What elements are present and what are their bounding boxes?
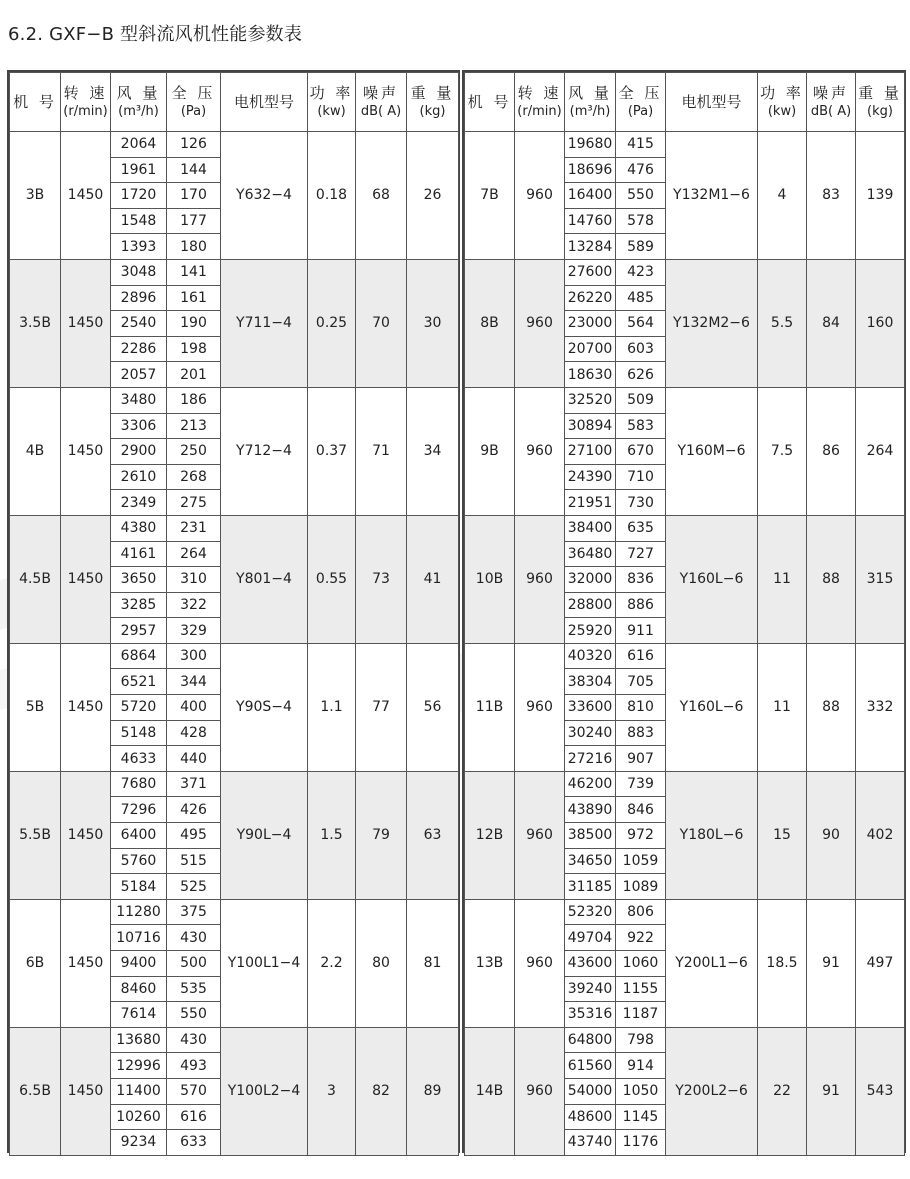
airflow-cell: 4161 bbox=[111, 541, 167, 567]
airflow-cell: 38500 bbox=[565, 823, 616, 849]
header-motor: 电机型号 bbox=[666, 73, 758, 132]
pressure-cell: 525 bbox=[167, 874, 221, 900]
airflow-cell: 38400 bbox=[565, 515, 616, 541]
pressure-cell: 535 bbox=[167, 976, 221, 1002]
pressure-cell: 972 bbox=[616, 823, 666, 849]
motor-cell: Y632−4 bbox=[221, 132, 308, 260]
airflow-cell: 5760 bbox=[111, 848, 167, 874]
power-cell: 1.5 bbox=[308, 771, 356, 899]
noise-cell: 86 bbox=[807, 387, 856, 515]
pressure-cell: 231 bbox=[167, 515, 221, 541]
power-cell: 0.25 bbox=[308, 259, 356, 387]
table-row bbox=[10, 515, 459, 541]
weight-cell: 402 bbox=[856, 771, 905, 899]
pressure-cell: 190 bbox=[167, 311, 221, 337]
airflow-cell: 27216 bbox=[565, 746, 616, 772]
header-model: 机 号 bbox=[10, 73, 61, 132]
pressure-cell: 886 bbox=[616, 592, 666, 618]
speed-cell: 960 bbox=[515, 643, 565, 771]
airflow-cell: 2540 bbox=[111, 311, 167, 337]
pressure-cell: 186 bbox=[167, 387, 221, 413]
airflow-cell: 2057 bbox=[111, 362, 167, 388]
power-cell: 5.5 bbox=[758, 259, 807, 387]
airflow-cell: 64800 bbox=[565, 1027, 616, 1053]
airflow-cell: 3480 bbox=[111, 387, 167, 413]
airflow-cell: 1548 bbox=[111, 208, 167, 234]
pressure-cell: 198 bbox=[167, 336, 221, 362]
header-noise: 噪声 dB( A) bbox=[356, 73, 407, 132]
airflow-cell: 12996 bbox=[111, 1053, 167, 1079]
power-cell: 7.5 bbox=[758, 387, 807, 515]
speed-cell: 1450 bbox=[61, 515, 111, 643]
weight-cell: 56 bbox=[407, 643, 459, 771]
pressure-cell: 810 bbox=[616, 695, 666, 721]
pressure-cell: 264 bbox=[167, 541, 221, 567]
pressure-cell: 426 bbox=[167, 797, 221, 823]
table-row bbox=[10, 1027, 459, 1053]
noise-cell: 68 bbox=[356, 132, 407, 260]
airflow-cell: 27600 bbox=[565, 259, 616, 285]
pressure-cell: 564 bbox=[616, 311, 666, 337]
airflow-cell: 5148 bbox=[111, 720, 167, 746]
noise-cell: 79 bbox=[356, 771, 407, 899]
speed-cell: 960 bbox=[515, 515, 565, 643]
table-row bbox=[465, 1027, 905, 1053]
table-row bbox=[10, 259, 459, 285]
pressure-cell: 730 bbox=[616, 490, 666, 516]
airflow-cell: 36480 bbox=[565, 541, 616, 567]
power-cell: 0.18 bbox=[308, 132, 356, 260]
power-cell: 4 bbox=[758, 132, 807, 260]
table-row bbox=[465, 132, 905, 158]
speed-cell: 1450 bbox=[61, 259, 111, 387]
pressure-cell: 806 bbox=[616, 899, 666, 925]
airflow-cell: 40320 bbox=[565, 643, 616, 669]
pressure-cell: 500 bbox=[167, 951, 221, 977]
pressure-cell: 250 bbox=[167, 439, 221, 465]
pressure-cell: 583 bbox=[616, 413, 666, 439]
model-cell: 13B bbox=[465, 899, 515, 1027]
weight-cell: 264 bbox=[856, 387, 905, 515]
weight-cell: 34 bbox=[407, 387, 459, 515]
pressure-cell: 300 bbox=[167, 643, 221, 669]
weight-cell: 81 bbox=[407, 899, 459, 1027]
motor-cell: Y90L−4 bbox=[221, 771, 308, 899]
pressure-cell: 329 bbox=[167, 618, 221, 644]
pressure-cell: 430 bbox=[167, 925, 221, 951]
airflow-cell: 11400 bbox=[111, 1078, 167, 1104]
airflow-cell: 3048 bbox=[111, 259, 167, 285]
speed-cell: 960 bbox=[515, 387, 565, 515]
speed-cell: 960 bbox=[515, 899, 565, 1027]
airflow-cell: 35316 bbox=[565, 1002, 616, 1028]
airflow-cell: 18696 bbox=[565, 157, 616, 183]
airflow-cell: 10260 bbox=[111, 1104, 167, 1130]
pressure-cell: 550 bbox=[616, 183, 666, 209]
motor-cell: Y160L−6 bbox=[666, 515, 758, 643]
pressure-cell: 322 bbox=[167, 592, 221, 618]
table-row bbox=[10, 132, 459, 158]
airflow-cell: 20700 bbox=[565, 336, 616, 362]
motor-cell: Y712−4 bbox=[221, 387, 308, 515]
motor-cell: Y160L−6 bbox=[666, 643, 758, 771]
pressure-cell: 1176 bbox=[616, 1130, 666, 1156]
airflow-cell: 3650 bbox=[111, 567, 167, 593]
header-row bbox=[10, 73, 459, 132]
noise-cell: 90 bbox=[807, 771, 856, 899]
airflow-cell: 3306 bbox=[111, 413, 167, 439]
motor-cell: Y711−4 bbox=[221, 259, 308, 387]
pressure-cell: 1050 bbox=[616, 1078, 666, 1104]
noise-cell: 82 bbox=[356, 1027, 407, 1155]
airflow-cell: 9400 bbox=[111, 951, 167, 977]
pressure-cell: 1060 bbox=[616, 951, 666, 977]
weight-cell: 543 bbox=[856, 1027, 905, 1155]
airflow-cell: 33600 bbox=[565, 695, 616, 721]
pressure-cell: 141 bbox=[167, 259, 221, 285]
power-cell: 0.37 bbox=[308, 387, 356, 515]
model-cell: 3.5B bbox=[10, 259, 61, 387]
pressure-cell: 883 bbox=[616, 720, 666, 746]
power-cell: 11 bbox=[758, 515, 807, 643]
airflow-cell: 9234 bbox=[111, 1130, 167, 1156]
speed-cell: 960 bbox=[515, 259, 565, 387]
airflow-cell: 13284 bbox=[565, 234, 616, 260]
airflow-cell: 16400 bbox=[565, 183, 616, 209]
power-cell: 15 bbox=[758, 771, 807, 899]
table-row bbox=[465, 387, 905, 413]
motor-cell: Y801−4 bbox=[221, 515, 308, 643]
airflow-cell: 32520 bbox=[565, 387, 616, 413]
airflow-cell: 30894 bbox=[565, 413, 616, 439]
airflow-cell: 25920 bbox=[565, 618, 616, 644]
airflow-cell: 43890 bbox=[565, 797, 616, 823]
model-cell: 14B bbox=[465, 1027, 515, 1155]
pressure-cell: 344 bbox=[167, 669, 221, 695]
noise-cell: 91 bbox=[807, 1027, 856, 1155]
pressure-cell: 515 bbox=[167, 848, 221, 874]
airflow-cell: 5720 bbox=[111, 695, 167, 721]
noise-cell: 91 bbox=[807, 899, 856, 1027]
left-table-panel bbox=[7, 70, 460, 1153]
table-row bbox=[10, 771, 459, 797]
weight-cell: 139 bbox=[856, 132, 905, 260]
pressure-cell: 907 bbox=[616, 746, 666, 772]
pressure-cell: 1187 bbox=[616, 1002, 666, 1028]
pressure-cell: 428 bbox=[167, 720, 221, 746]
model-cell: 3B bbox=[10, 132, 61, 260]
airflow-cell: 6400 bbox=[111, 823, 167, 849]
pressure-cell: 570 bbox=[167, 1078, 221, 1104]
table-row bbox=[465, 899, 905, 925]
pressure-cell: 509 bbox=[616, 387, 666, 413]
airflow-cell: 21951 bbox=[565, 490, 616, 516]
airflow-cell: 24390 bbox=[565, 464, 616, 490]
pressure-cell: 914 bbox=[616, 1053, 666, 1079]
pressure-cell: 430 bbox=[167, 1027, 221, 1053]
airflow-cell: 13680 bbox=[111, 1027, 167, 1053]
right-table-panel bbox=[462, 70, 906, 1153]
airflow-cell: 30240 bbox=[565, 720, 616, 746]
noise-cell: 70 bbox=[356, 259, 407, 387]
model-cell: 4B bbox=[10, 387, 61, 515]
airflow-cell: 26220 bbox=[565, 285, 616, 311]
header-model: 机 号 bbox=[465, 73, 515, 132]
noise-cell: 77 bbox=[356, 643, 407, 771]
motor-cell: Y200L1−6 bbox=[666, 899, 758, 1027]
airflow-cell: 4380 bbox=[111, 515, 167, 541]
pressure-cell: 161 bbox=[167, 285, 221, 311]
header-row bbox=[465, 73, 905, 132]
motor-cell: Y160M−6 bbox=[666, 387, 758, 515]
header-speed: 转 速 (r/min) bbox=[61, 73, 111, 132]
airflow-cell: 6521 bbox=[111, 669, 167, 695]
airflow-cell: 10716 bbox=[111, 925, 167, 951]
airflow-cell: 7614 bbox=[111, 1002, 167, 1028]
noise-cell: 73 bbox=[356, 515, 407, 643]
speed-cell: 1450 bbox=[61, 387, 111, 515]
pressure-cell: 1145 bbox=[616, 1104, 666, 1130]
airflow-cell: 2896 bbox=[111, 285, 167, 311]
header-noise: 噪声 dB( A) bbox=[807, 73, 856, 132]
airflow-cell: 2064 bbox=[111, 132, 167, 158]
header-weight: 重 量 (kg) bbox=[407, 73, 459, 132]
speed-cell: 1450 bbox=[61, 132, 111, 260]
airflow-cell: 31185 bbox=[565, 874, 616, 900]
table-row bbox=[10, 643, 459, 669]
airflow-cell: 5184 bbox=[111, 874, 167, 900]
pressure-cell: 180 bbox=[167, 234, 221, 260]
table-row bbox=[10, 387, 459, 413]
weight-cell: 26 bbox=[407, 132, 459, 260]
airflow-cell: 7296 bbox=[111, 797, 167, 823]
pressure-cell: 846 bbox=[616, 797, 666, 823]
model-cell: 5.5B bbox=[10, 771, 61, 899]
pressure-cell: 670 bbox=[616, 439, 666, 465]
pressure-cell: 550 bbox=[167, 1002, 221, 1028]
weight-cell: 41 bbox=[407, 515, 459, 643]
pressure-cell: 371 bbox=[167, 771, 221, 797]
header-airflow: 风 量 (m³/h) bbox=[111, 73, 167, 132]
pressure-cell: 836 bbox=[616, 567, 666, 593]
model-cell: 10B bbox=[465, 515, 515, 643]
right-params-table bbox=[464, 72, 905, 1156]
airflow-cell: 38304 bbox=[565, 669, 616, 695]
pressure-cell: 415 bbox=[616, 132, 666, 158]
motor-cell: Y180L−6 bbox=[666, 771, 758, 899]
right-table-body bbox=[465, 132, 905, 1156]
weight-cell: 30 bbox=[407, 259, 459, 387]
weight-cell: 89 bbox=[407, 1027, 459, 1155]
motor-cell: Y200L2−6 bbox=[666, 1027, 758, 1155]
speed-cell: 960 bbox=[515, 771, 565, 899]
airflow-cell: 4633 bbox=[111, 746, 167, 772]
airflow-cell: 2900 bbox=[111, 439, 167, 465]
airflow-cell: 18630 bbox=[565, 362, 616, 388]
power-cell: 2.2 bbox=[308, 899, 356, 1027]
model-cell: 11B bbox=[465, 643, 515, 771]
model-cell: 12B bbox=[465, 771, 515, 899]
header-power: 功 率 (kw) bbox=[308, 73, 356, 132]
airflow-cell: 1393 bbox=[111, 234, 167, 260]
pressure-cell: 616 bbox=[167, 1104, 221, 1130]
pressure-cell: 589 bbox=[616, 234, 666, 260]
pressure-cell: 144 bbox=[167, 157, 221, 183]
speed-cell: 1450 bbox=[61, 899, 111, 1027]
noise-cell: 88 bbox=[807, 515, 856, 643]
pressure-cell: 126 bbox=[167, 132, 221, 158]
pressure-cell: 603 bbox=[616, 336, 666, 362]
weight-cell: 332 bbox=[856, 643, 905, 771]
table-row bbox=[465, 771, 905, 797]
pressure-cell: 633 bbox=[167, 1130, 221, 1156]
pressure-cell: 177 bbox=[167, 208, 221, 234]
airflow-cell: 2349 bbox=[111, 490, 167, 516]
airflow-cell: 49704 bbox=[565, 925, 616, 951]
airflow-cell: 2957 bbox=[111, 618, 167, 644]
pressure-cell: 911 bbox=[616, 618, 666, 644]
pressure-cell: 1059 bbox=[616, 848, 666, 874]
header-speed: 转 速 (r/min) bbox=[515, 73, 565, 132]
pressure-cell: 268 bbox=[167, 464, 221, 490]
pressure-cell: 626 bbox=[616, 362, 666, 388]
table-row bbox=[465, 643, 905, 669]
pressure-cell: 476 bbox=[616, 157, 666, 183]
motor-cell: Y132M1−6 bbox=[666, 132, 758, 260]
speed-cell: 1450 bbox=[61, 643, 111, 771]
model-cell: 7B bbox=[465, 132, 515, 260]
pressure-cell: 170 bbox=[167, 183, 221, 209]
pressure-cell: 423 bbox=[616, 259, 666, 285]
header-motor: 电机型号 bbox=[221, 73, 308, 132]
power-cell: 1.1 bbox=[308, 643, 356, 771]
airflow-cell: 34650 bbox=[565, 848, 616, 874]
model-cell: 5B bbox=[10, 643, 61, 771]
left-table-body bbox=[10, 132, 459, 1156]
airflow-cell: 61560 bbox=[565, 1053, 616, 1079]
airflow-cell: 39240 bbox=[565, 976, 616, 1002]
pressure-cell: 485 bbox=[616, 285, 666, 311]
noise-cell: 88 bbox=[807, 643, 856, 771]
airflow-cell: 8460 bbox=[111, 976, 167, 1002]
power-cell: 0.55 bbox=[308, 515, 356, 643]
airflow-cell: 23000 bbox=[565, 311, 616, 337]
pressure-cell: 710 bbox=[616, 464, 666, 490]
motor-cell: Y90S−4 bbox=[221, 643, 308, 771]
airflow-cell: 43600 bbox=[565, 951, 616, 977]
power-cell: 3 bbox=[308, 1027, 356, 1155]
airflow-cell: 3285 bbox=[111, 592, 167, 618]
airflow-cell: 1961 bbox=[111, 157, 167, 183]
pressure-cell: 440 bbox=[167, 746, 221, 772]
model-cell: 6B bbox=[10, 899, 61, 1027]
noise-cell: 83 bbox=[807, 132, 856, 260]
pressure-cell: 705 bbox=[616, 669, 666, 695]
pressure-cell: 578 bbox=[616, 208, 666, 234]
pressure-cell: 495 bbox=[167, 823, 221, 849]
airflow-cell: 52320 bbox=[565, 899, 616, 925]
speed-cell: 960 bbox=[515, 1027, 565, 1155]
model-cell: 9B bbox=[465, 387, 515, 515]
motor-cell: Y132M2−6 bbox=[666, 259, 758, 387]
pressure-cell: 400 bbox=[167, 695, 221, 721]
airflow-cell: 43740 bbox=[565, 1130, 616, 1156]
weight-cell: 315 bbox=[856, 515, 905, 643]
noise-cell: 84 bbox=[807, 259, 856, 387]
airflow-cell: 19680 bbox=[565, 132, 616, 158]
noise-cell: 80 bbox=[356, 899, 407, 1027]
speed-cell: 960 bbox=[515, 132, 565, 260]
weight-cell: 63 bbox=[407, 771, 459, 899]
table-row bbox=[465, 259, 905, 285]
airflow-cell: 46200 bbox=[565, 771, 616, 797]
pressure-cell: 275 bbox=[167, 490, 221, 516]
pressure-cell: 798 bbox=[616, 1027, 666, 1053]
power-cell: 18.5 bbox=[758, 899, 807, 1027]
pressure-cell: 310 bbox=[167, 567, 221, 593]
motor-cell: Y100L1−4 bbox=[221, 899, 308, 1027]
header-pressure: 全 压 (Pa) bbox=[167, 73, 221, 132]
pressure-cell: 739 bbox=[616, 771, 666, 797]
airflow-cell: 28800 bbox=[565, 592, 616, 618]
pressure-cell: 727 bbox=[616, 541, 666, 567]
noise-cell: 71 bbox=[356, 387, 407, 515]
header-pressure: 全 压 (Pa) bbox=[616, 73, 666, 132]
airflow-cell: 2610 bbox=[111, 464, 167, 490]
pressure-cell: 616 bbox=[616, 643, 666, 669]
header-power: 功 率 (kw) bbox=[758, 73, 807, 132]
header-airflow: 风 量 (m³/h) bbox=[565, 73, 616, 132]
speed-cell: 1450 bbox=[61, 771, 111, 899]
speed-cell: 1450 bbox=[61, 1027, 111, 1155]
power-cell: 22 bbox=[758, 1027, 807, 1155]
motor-cell: Y100L2−4 bbox=[221, 1027, 308, 1155]
airflow-cell: 14760 bbox=[565, 208, 616, 234]
airflow-cell: 2286 bbox=[111, 336, 167, 362]
page-title: 6.2. GXF−B 型斜流风机性能参数表 bbox=[8, 24, 303, 45]
pressure-cell: 201 bbox=[167, 362, 221, 388]
pressure-cell: 635 bbox=[616, 515, 666, 541]
airflow-cell: 27100 bbox=[565, 439, 616, 465]
pressure-cell: 213 bbox=[167, 413, 221, 439]
airflow-cell: 6864 bbox=[111, 643, 167, 669]
airflow-cell: 11280 bbox=[111, 899, 167, 925]
pressure-cell: 493 bbox=[167, 1053, 221, 1079]
airflow-cell: 48600 bbox=[565, 1104, 616, 1130]
pressure-cell: 1155 bbox=[616, 976, 666, 1002]
pressure-cell: 922 bbox=[616, 925, 666, 951]
model-cell: 6.5B bbox=[10, 1027, 61, 1155]
airflow-cell: 54000 bbox=[565, 1078, 616, 1104]
airflow-cell: 1720 bbox=[111, 183, 167, 209]
weight-cell: 497 bbox=[856, 899, 905, 1027]
power-cell: 11 bbox=[758, 643, 807, 771]
header-weight: 重 量 (kg) bbox=[856, 73, 905, 132]
pressure-cell: 1089 bbox=[616, 874, 666, 900]
weight-cell: 160 bbox=[856, 259, 905, 387]
model-cell: 4.5B bbox=[10, 515, 61, 643]
airflow-cell: 7680 bbox=[111, 771, 167, 797]
left-params-table bbox=[9, 72, 459, 1156]
pressure-cell: 375 bbox=[167, 899, 221, 925]
table-row bbox=[10, 899, 459, 925]
airflow-cell: 32000 bbox=[565, 567, 616, 593]
model-cell: 8B bbox=[465, 259, 515, 387]
table-row bbox=[465, 515, 905, 541]
